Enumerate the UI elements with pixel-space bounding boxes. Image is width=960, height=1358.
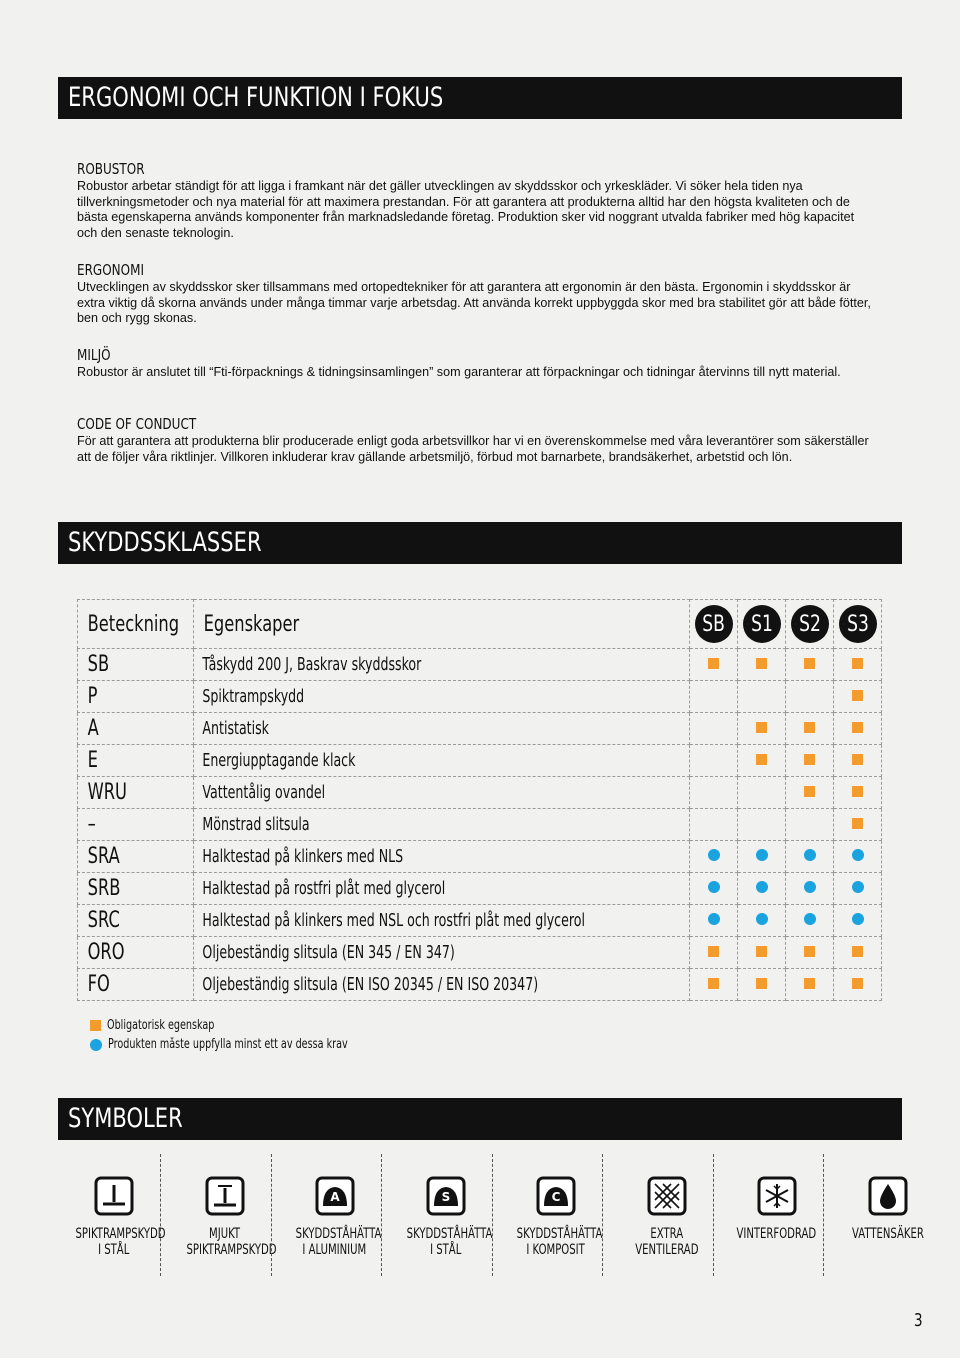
property-cell: Vattentålig ovandel [194, 777, 690, 809]
mark-cell [690, 649, 738, 681]
mandatory-square-icon [804, 978, 815, 989]
table-row [78, 937, 882, 969]
mandatory-square-icon [756, 754, 767, 765]
symbol-label [58, 1226, 169, 1258]
symbol-label-line2: I STÅL [429, 1242, 462, 1258]
mark-cell [786, 841, 834, 873]
one-of-dot-icon [804, 881, 816, 893]
symbol-item [721, 1154, 832, 1276]
header-properties: Egenskaper [194, 600, 690, 649]
mandatory-square-icon [852, 754, 863, 765]
one-of-dot-icon [756, 913, 768, 925]
mandatory-square-icon [852, 978, 863, 989]
one-of-dot-icon [756, 849, 768, 861]
mark-cell [786, 681, 834, 713]
symbol-item [279, 1154, 390, 1276]
one-of-dot-icon [852, 881, 864, 893]
symbol-divider [271, 1154, 272, 1276]
mark-cell [786, 905, 834, 937]
table-row [78, 841, 882, 873]
one-of-dot-icon [804, 913, 816, 925]
mark-cell [834, 777, 882, 809]
mark-cell [690, 841, 738, 873]
section-body: Robustor är anslutet till “Fti-förpacknings & tidningsinsamlingen” som garanterar att förpackningar och tidningar återvinns till nytt material. [77, 365, 841, 379]
mark-cell [738, 937, 786, 969]
mark-cell [786, 649, 834, 681]
property-cell: Mönstrad slitsula [194, 809, 690, 841]
symbol-divider [713, 1154, 714, 1276]
mark-cell [834, 969, 882, 1001]
winter-lined-icon [757, 1176, 797, 1216]
symbol-label-line2: SPIKTRAMPSKYDD [186, 1242, 277, 1258]
banner-title: SYMBOLER [68, 1103, 183, 1134]
section-body: För att garantera att produkterna blir producerade enligt goda arbetsvillkor har vi en överenskommelse med våra leverantörer som säkerställer att de följer våra riktlinjer. Villkoren inkluderar krav gällande arbetsmiljö, förbud mot barnarbete, brandsäkerhet, arbetstid och lön. [77, 434, 869, 464]
svg-text:A: A [329, 1190, 340, 1204]
mark-cell [786, 873, 834, 905]
table-row [78, 649, 882, 681]
symbol-item [611, 1154, 722, 1276]
mark-cell [834, 809, 882, 841]
class-badge-sb: SB [690, 600, 738, 649]
svg-text:S: S [441, 1190, 450, 1204]
mandatory-square-icon [804, 658, 815, 669]
section-title: CODE OF CONDUCT [77, 415, 197, 433]
class-badge-s2: S2 [786, 600, 834, 649]
section-title: MILJÖ [77, 346, 111, 364]
symbol-label-line1: VATTENSÄKER [851, 1226, 924, 1242]
symbol-divider [602, 1154, 603, 1276]
section-code-of-conduct [77, 415, 877, 465]
symbol-divider [823, 1154, 824, 1276]
table-row [78, 713, 882, 745]
code-cell: SRB [78, 873, 194, 905]
mark-cell [738, 969, 786, 1001]
table-row [78, 969, 882, 1001]
mark-cell [690, 873, 738, 905]
mandatory-square-icon [708, 946, 719, 957]
symbol-label [832, 1226, 943, 1258]
mark-cell [690, 809, 738, 841]
mark-cell [834, 681, 882, 713]
mandatory-square-icon [756, 722, 767, 733]
mark-cell [738, 649, 786, 681]
section-banner-skyddsklasser [58, 522, 902, 564]
symbol-label-line1: EXTRA [650, 1226, 683, 1242]
symbol-item [58, 1154, 169, 1276]
blue-dot-icon [90, 1039, 102, 1051]
mandatory-square-icon [756, 978, 767, 989]
symbol-divider [381, 1154, 382, 1276]
legend-mandatory: Obligatorisk egenskap [90, 1016, 432, 1035]
table-header-row [78, 600, 882, 649]
symbol-divider [160, 1154, 161, 1276]
toecap-steel-icon [426, 1176, 466, 1216]
mandatory-square-icon [804, 786, 815, 797]
mark-cell [834, 905, 882, 937]
mark-cell [834, 649, 882, 681]
code-cell: ORO [78, 937, 194, 969]
table-row [78, 809, 882, 841]
toecap-aluminium-icon [315, 1176, 355, 1216]
symbol-label [390, 1226, 501, 1258]
waterproof-icon [868, 1176, 908, 1216]
mark-cell [786, 777, 834, 809]
orange-square-icon [90, 1020, 101, 1031]
mandatory-square-icon [852, 690, 863, 701]
mark-cell [738, 841, 786, 873]
mark-cell [834, 745, 882, 777]
mark-cell [690, 905, 738, 937]
nail-protection-steel-icon [94, 1176, 134, 1216]
table-row [78, 905, 882, 937]
mark-cell [834, 713, 882, 745]
property-cell: Oljebeständig slitsula (EN ISO 20345 / EN ISO 20347) [194, 969, 690, 1001]
symbol-label-line1: SPIKTRAMPSKYDD [75, 1226, 166, 1242]
mark-cell [738, 681, 786, 713]
section-body: Robustor arbetar ständigt för att ligga i framkant när det gäller utvecklingen av skyddsskor och yrkeskläder. Vi söker hela tiden nya tillverkningsmetoder och nya material för att maximera prestandan. För att garantera att produkterna alltid har den högsta kvaliteten och de bästa egenskaperna används komponenter från marknadsledande företag. Produktion sker vid noggrant utvalda fabriker med hög kapacitet och den senaste teknologin. [77, 179, 855, 240]
property-cell: Halktestad på rostfri plåt med glycerol [194, 873, 690, 905]
property-cell: Spiktrampskydd [194, 681, 690, 713]
mark-cell [786, 969, 834, 1001]
one-of-dot-icon [852, 849, 864, 861]
symbol-label-line1: MJUKT [208, 1226, 241, 1242]
one-of-dot-icon [756, 881, 768, 893]
mandatory-square-icon [852, 786, 863, 797]
one-of-dot-icon [708, 881, 720, 893]
mark-cell [690, 745, 738, 777]
mark-cell [738, 713, 786, 745]
table-legend [90, 1016, 432, 1054]
mark-cell [786, 713, 834, 745]
mark-cell [834, 873, 882, 905]
one-of-dot-icon [708, 913, 720, 925]
mandatory-square-icon [708, 658, 719, 669]
mark-cell [738, 905, 786, 937]
table-row [78, 681, 882, 713]
property-cell: Energiupptagande klack [194, 745, 690, 777]
section-banner-symboler [58, 1098, 902, 1140]
symbol-item [500, 1154, 611, 1276]
symbol-label-line2: I ALUMINIUM [302, 1242, 367, 1258]
section-title: ERGONOMI [77, 261, 144, 279]
symbol-label-line1: SKYDDSTÅHÄTTA [406, 1226, 493, 1242]
property-cell: Halktestad på klinkers med NLS [194, 841, 690, 873]
symbol-label-line1: VINTERFODRAD [736, 1226, 817, 1242]
section-body: Utvecklingen av skyddsskor sker tillsammans med ortopedtekniker för att garantera att ergonomin är den bästa. Ergonomin i skyddsskor är extra viktig då skorna används under många timmar varje arbetsdag. Att använda korrekt uppbyggda skor med bra stabilitet gör att både fötter, ben och rygg skonas. [77, 280, 871, 326]
class-badge-s3: S3 [834, 600, 882, 649]
symbol-label-line2: I KOMPOSIT [526, 1242, 585, 1258]
mark-cell [738, 809, 786, 841]
section-miljo [77, 346, 877, 381]
symbol-label [721, 1226, 832, 1258]
symbol-label [611, 1226, 722, 1258]
code-cell: WRU [78, 777, 194, 809]
banner-title: ERGONOMI OCH FUNKTION I FOKUS [68, 82, 444, 113]
table-row [78, 745, 882, 777]
mandatory-square-icon [756, 658, 767, 669]
code-cell: E [78, 745, 194, 777]
section-robustor [77, 160, 877, 241]
symbol-label-line1: SKYDDSTÅHÄTTA [295, 1226, 382, 1242]
extra-ventilated-icon [647, 1176, 687, 1216]
mark-cell [738, 873, 786, 905]
protection-class-table [77, 599, 882, 1001]
one-of-dot-icon [708, 849, 720, 861]
header-code: Beteckning [78, 600, 194, 649]
property-cell: Antistatisk [194, 713, 690, 745]
mark-cell [834, 937, 882, 969]
mark-cell [690, 777, 738, 809]
mandatory-square-icon [852, 722, 863, 733]
mark-cell [690, 681, 738, 713]
code-cell: FO [78, 969, 194, 1001]
mark-cell [738, 745, 786, 777]
symbol-item [832, 1154, 943, 1276]
section-title: ROBUSTOR [77, 160, 145, 178]
legend-one-of: Produkten måste uppfylla minst ett av dessa krav [90, 1035, 432, 1054]
toecap-composite-icon [536, 1176, 576, 1216]
symbol-label [279, 1226, 390, 1258]
mandatory-square-icon [852, 818, 863, 829]
symbol-label-line2: I STÅL [97, 1242, 130, 1258]
section-banner-ergonomi [58, 77, 902, 119]
mandatory-square-icon [852, 946, 863, 957]
symbol-item [390, 1154, 501, 1276]
mandatory-square-icon [708, 978, 719, 989]
page-number: 3 [914, 1310, 923, 1331]
code-cell: SB [78, 649, 194, 681]
mark-cell [834, 841, 882, 873]
symbol-label-line1: SKYDDSTÅHÄTTA [516, 1226, 603, 1242]
code-cell: A [78, 713, 194, 745]
symbols-row [58, 1154, 924, 1276]
mark-cell [738, 777, 786, 809]
one-of-dot-icon [804, 849, 816, 861]
svg-text:C: C [551, 1190, 560, 1204]
mark-cell [690, 713, 738, 745]
mandatory-square-icon [852, 658, 863, 669]
symbol-divider [492, 1154, 493, 1276]
class-badge-s1: S1 [738, 600, 786, 649]
property-cell: Halktestad på klinkers med NSL och rostfri plåt med glycerol [194, 905, 690, 937]
mark-cell [786, 745, 834, 777]
section-ergonomi [77, 261, 877, 327]
mark-cell [786, 809, 834, 841]
mark-cell [690, 937, 738, 969]
mark-cell [786, 937, 834, 969]
mandatory-square-icon [804, 722, 815, 733]
banner-title: SKYDDSSKLASSER [68, 527, 262, 558]
mandatory-square-icon [756, 946, 767, 957]
symbol-label [169, 1226, 280, 1258]
symbol-item [169, 1154, 280, 1276]
code-cell: – [78, 809, 194, 841]
one-of-dot-icon [852, 913, 864, 925]
table-row [78, 873, 882, 905]
mandatory-square-icon [804, 754, 815, 765]
symbol-label-line2: VENTILERAD [634, 1242, 699, 1258]
code-cell: SRC [78, 905, 194, 937]
table-row [78, 777, 882, 809]
code-cell: P [78, 681, 194, 713]
mandatory-square-icon [804, 946, 815, 957]
soft-nail-protection-icon [205, 1176, 245, 1216]
mark-cell [690, 969, 738, 1001]
property-cell: Oljebeständig slitsula (EN 345 / EN 347) [194, 937, 690, 969]
property-cell: Tåskydd 200 J, Baskrav skyddsskor [194, 649, 690, 681]
symbol-label [500, 1226, 611, 1258]
code-cell: SRA [78, 841, 194, 873]
